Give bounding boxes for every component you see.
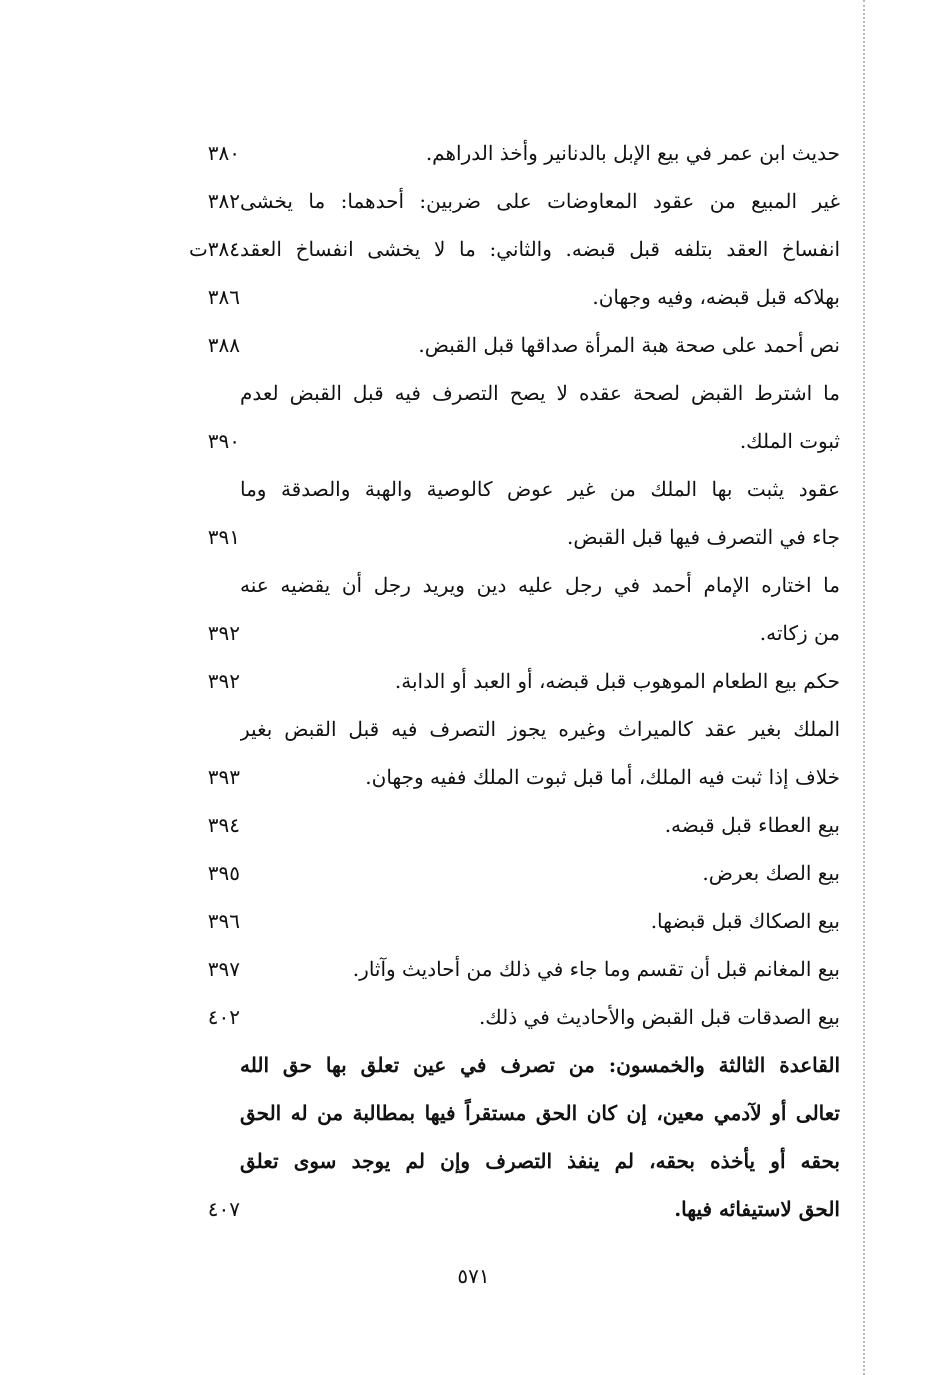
toc-entry-text: جاء في التصرف فيها قبل القبض. [567, 525, 840, 549]
toc-entry-text: حديث ابن عمر في بيع الإبل بالدنانير وأخذ الدراهم. [425, 141, 840, 165]
toc-entry [100, 225, 840, 273]
toc-entry [100, 465, 840, 561]
table-of-contents [100, 129, 840, 1233]
toc-entry [100, 945, 840, 993]
toc-entry [100, 177, 840, 225]
toc-entry [100, 369, 840, 465]
toc-entry [100, 849, 840, 897]
toc-entry-text: بيع الصدقات قبل القبض والأحاديث في ذلك. [478, 1005, 840, 1029]
toc-entry [100, 321, 840, 369]
toc-entry-text: بحقه أو يأخذه بحقه، لم ينفذ التصرف وإن لم يوجد سوى تعلق [240, 1149, 840, 1173]
toc-entry-page: ٤٠٧ [207, 1197, 240, 1221]
toc-entry [100, 657, 840, 705]
toc-entry-text: بيع الصك بعرض. [702, 861, 840, 885]
toc-entry-page: ٣٩٧ [207, 957, 240, 981]
toc-entry-page: ٤٠٢ [207, 1005, 240, 1029]
toc-entry-rule-heading [100, 1041, 840, 1233]
toc-entry-page: ٣٩٤ [207, 813, 240, 837]
toc-entry-text: ما اشترط القبض لصحة عقده لا يصح التصرف فيه قبل القبض لعدم [240, 381, 840, 405]
toc-entry-text: غير المبيع من عقود المعاوضات على ضربين: أحدهما: ما يخشى [240, 189, 840, 213]
toc-entry-text: ما اختاره الإمام أحمد في رجل عليه دين ويريد رجل أن يقضيه عنه [240, 573, 840, 597]
toc-entry-text: الملك بغير عقد كالميراث وغيره يجوز التصرف فيه قبل القبض بغير [240, 717, 840, 741]
toc-entry-text: خلاف إذا ثبت فيه الملك، أما قبل ثبوت الملك ففيه وجهان. [365, 765, 840, 789]
toc-entry [100, 561, 840, 657]
toc-entry-text: نص أحمد على صحة هبة المرأة صداقها قبل القبض. [418, 333, 840, 357]
toc-entry-page: ٣٩٦ [207, 909, 240, 933]
toc-entry-text: حكم بيع الطعام الموهوب قبل قبضه، أو العبد أو الدابة. [394, 669, 840, 693]
page-number: ٥٧١ [457, 1264, 490, 1288]
toc-entry-page: ٣٩٢ [207, 621, 240, 645]
toc-entry-page: ٣٩٥ [207, 861, 240, 885]
toc-entry-text: الحق لاستيفائه فيها. [674, 1197, 840, 1221]
toc-entry-page: ٣٩١ [207, 525, 240, 549]
toc-entry-text: القاعدة الثالثة والخمسون: من تصرف في عين تعلق بها حق الله [240, 1053, 840, 1077]
toc-entry-text: بيع العطاء قبل قبضه. [664, 813, 840, 837]
toc-entry [100, 273, 840, 321]
toc-entry-text: بيع المغانم قبل أن تقسم وما جاء في ذلك من أحاديث وآثار. [352, 957, 840, 981]
toc-entry [100, 993, 840, 1041]
toc-entry [100, 705, 840, 801]
toc-entry [100, 897, 840, 945]
toc-entry-text: بيع الصكاك قبل قبضها. [650, 909, 840, 933]
page-edge-dotted-line [863, 0, 865, 1375]
toc-entry-text: بهلاكه قبل قبضه، وفيه وجهان. [592, 285, 840, 309]
toc-entry-text: تعالى أو لآدمي معين، إن كان الحق مستقراً فيها بمطالبة من له الحق [240, 1101, 840, 1125]
toc-entry-page: ٣٨٤ت [188, 237, 240, 261]
toc-entry-text: انفساخ العقد بتلفه قبل قبضه. والثاني: ما لا يخشى انفساخ العقد [240, 237, 840, 261]
toc-entry-page: ٣٨٢ [207, 189, 240, 213]
toc-entry [100, 801, 840, 849]
toc-entry-page: ٣٩٢ [207, 669, 240, 693]
toc-entry-page: ٣٨٦ [207, 285, 240, 309]
toc-entry-text: ثبوت الملك. [739, 429, 840, 453]
toc-entry-text: عقود يثبت بها الملك من غير عوض كالوصية والهبة والصدقة وما [240, 477, 840, 501]
toc-entry-page: ٣٨٨ [207, 333, 240, 357]
toc-entry-page: ٣٩٣ [207, 765, 240, 789]
toc-entry [100, 129, 840, 177]
toc-entry-text: من زكاته. [759, 621, 840, 645]
toc-entry-page: ٣٩٠ [207, 429, 240, 453]
toc-entry-page: ٣٨٠ [207, 141, 240, 165]
